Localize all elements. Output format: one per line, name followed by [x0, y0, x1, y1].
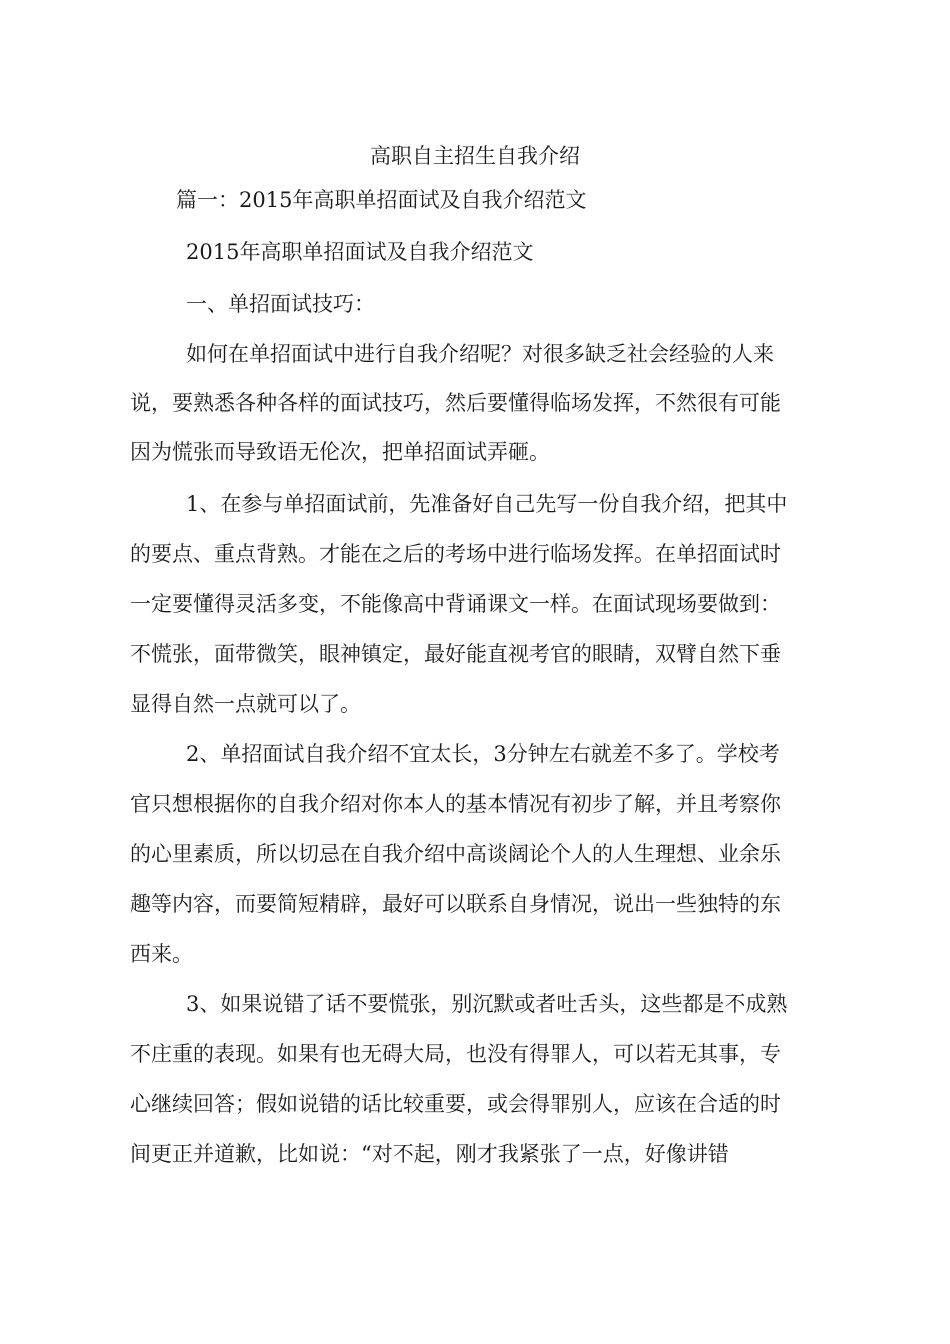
paragraph-line: 如何在单招面试中进行自我介绍呢？对很多缺乏社会经验的人来	[186, 342, 774, 366]
paragraph-line: 说，要熟悉各种各样的面试技巧，然后要懂得临场发挥，不然很有可能	[130, 391, 781, 415]
paragraph-line: 的要点、重点背熟。才能在之后的考场中进行临场发挥。在单招面试时	[130, 542, 781, 566]
paragraph-line: 心继续回答；假如说错的话比较重要，或会得罪别人，应该在合适的时	[130, 1092, 781, 1116]
part-heading: 一、单招面试技巧：	[186, 292, 375, 316]
paragraph-line: 显得自然一点就可以了。	[130, 692, 361, 716]
paragraph-line: 3、如果说错了话不要慌张，别沉默或者吐舌头，这些都是不成熟	[186, 992, 788, 1016]
paragraph-line: 趣等内容，而要简短精辟，最好可以联系自身情况，说出一些独特的东	[130, 892, 781, 916]
paragraph-line: 2、单招面试自我介绍不宜太长，3分钟左右就差不多了。学校考	[186, 742, 780, 766]
paragraph-line: 不慌张，面带微笑，眼神镇定，最好能直视考官的眼睛，双臂自然下垂	[130, 642, 781, 666]
paragraph-line: 因为慌张而导致语无伦次，把单招面试弄砸。	[130, 440, 550, 464]
paragraph-line: 1、在参与单招面试前，先准备好自己先写一份自我介绍，把其中	[186, 492, 788, 516]
paragraph-line: 一定要懂得灵活多变，不能像高中背诵课文一样。在面试现场要做到：	[130, 592, 781, 616]
section-heading: 篇一：2015年高职单招面试及自我介绍范文	[176, 188, 587, 212]
paragraph-line: 不庄重的表现。如果有也无碍大局，也没有得罪人，可以若无其事，专	[130, 1042, 781, 1066]
paragraph-line: 间更正并道歉，比如说：“对不起，刚才我紧张了一点，好像讲错	[130, 1142, 729, 1166]
subheading: 2015年高职单招面试及自我介绍范文	[186, 240, 534, 264]
paragraph-line: 西来。	[130, 942, 193, 966]
document-title: 高职自主招生自我介绍	[370, 144, 580, 168]
paragraph-line: 官只想根据你的自我介绍对你本人的基本情况有初步了解，并且考察你	[130, 792, 781, 816]
paragraph-line: 的心里素质，所以切忌在自我介绍中高谈阔论个人的人生理想、业余乐	[130, 842, 781, 866]
